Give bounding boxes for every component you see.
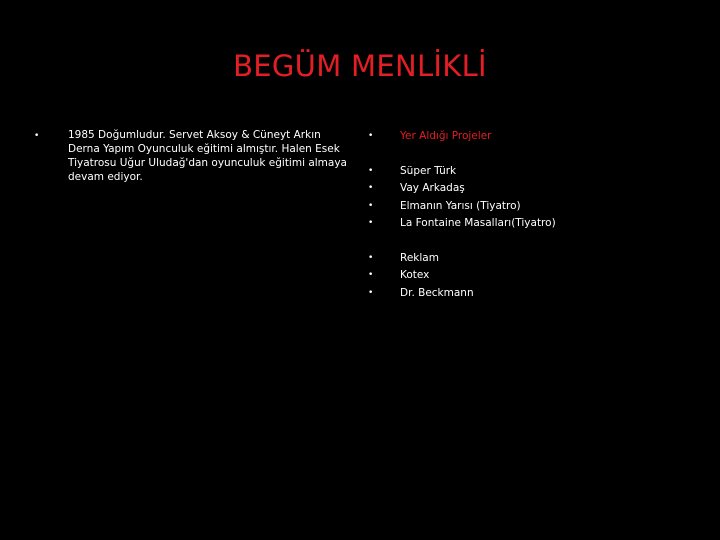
project-item <box>368 250 698 268</box>
project-item <box>368 180 698 198</box>
project-label: Reklam <box>400 251 439 264</box>
bullet-marker: • <box>368 218 374 228</box>
project-item <box>368 163 698 181</box>
bullet-marker: • <box>34 131 40 141</box>
bullet-marker: • <box>368 200 374 211</box>
bullet-marker: • <box>368 252 374 263</box>
spacer <box>368 146 698 163</box>
bullet-marker: • <box>368 183 374 193</box>
project-item <box>368 215 698 233</box>
project-label: Kotex <box>400 269 430 281</box>
biography-text: 1985 Doğumludur. Servet Aksoy & Cüneyt Arkın Derna Yapım Oyunculuk eğitimi almıştır. Halen Esek Tiyatrosu Uğur Uludağ'dan oyunculuk eğitimi almaya devam ediyor. <box>68 129 347 183</box>
project-label: Dr. Beckmann <box>400 286 474 299</box>
project-item <box>368 198 698 216</box>
projects-column <box>368 128 698 302</box>
biography-bullet-row <box>34 128 354 184</box>
project-label: La Fontaine Masalları(Tiyatro) <box>400 217 556 229</box>
projects-heading-row <box>368 128 698 146</box>
bullet-marker: • <box>368 165 374 176</box>
project-item <box>368 267 698 285</box>
project-label: Vay Arkadaş <box>400 182 465 194</box>
projects-heading: Yer Aldığı Projeler <box>400 130 492 142</box>
project-item <box>368 285 698 303</box>
bullet-marker: • <box>368 131 374 141</box>
project-label: Süper Türk <box>400 164 457 177</box>
project-label: Elmanın Yarısı (Tiyatro) <box>400 199 521 212</box>
biography-column <box>34 128 354 184</box>
spacer <box>368 233 698 250</box>
bullet-marker: • <box>368 287 374 298</box>
bullet-marker: • <box>368 270 374 280</box>
slide-title: BEGÜM MENLİKLİ <box>233 49 487 83</box>
